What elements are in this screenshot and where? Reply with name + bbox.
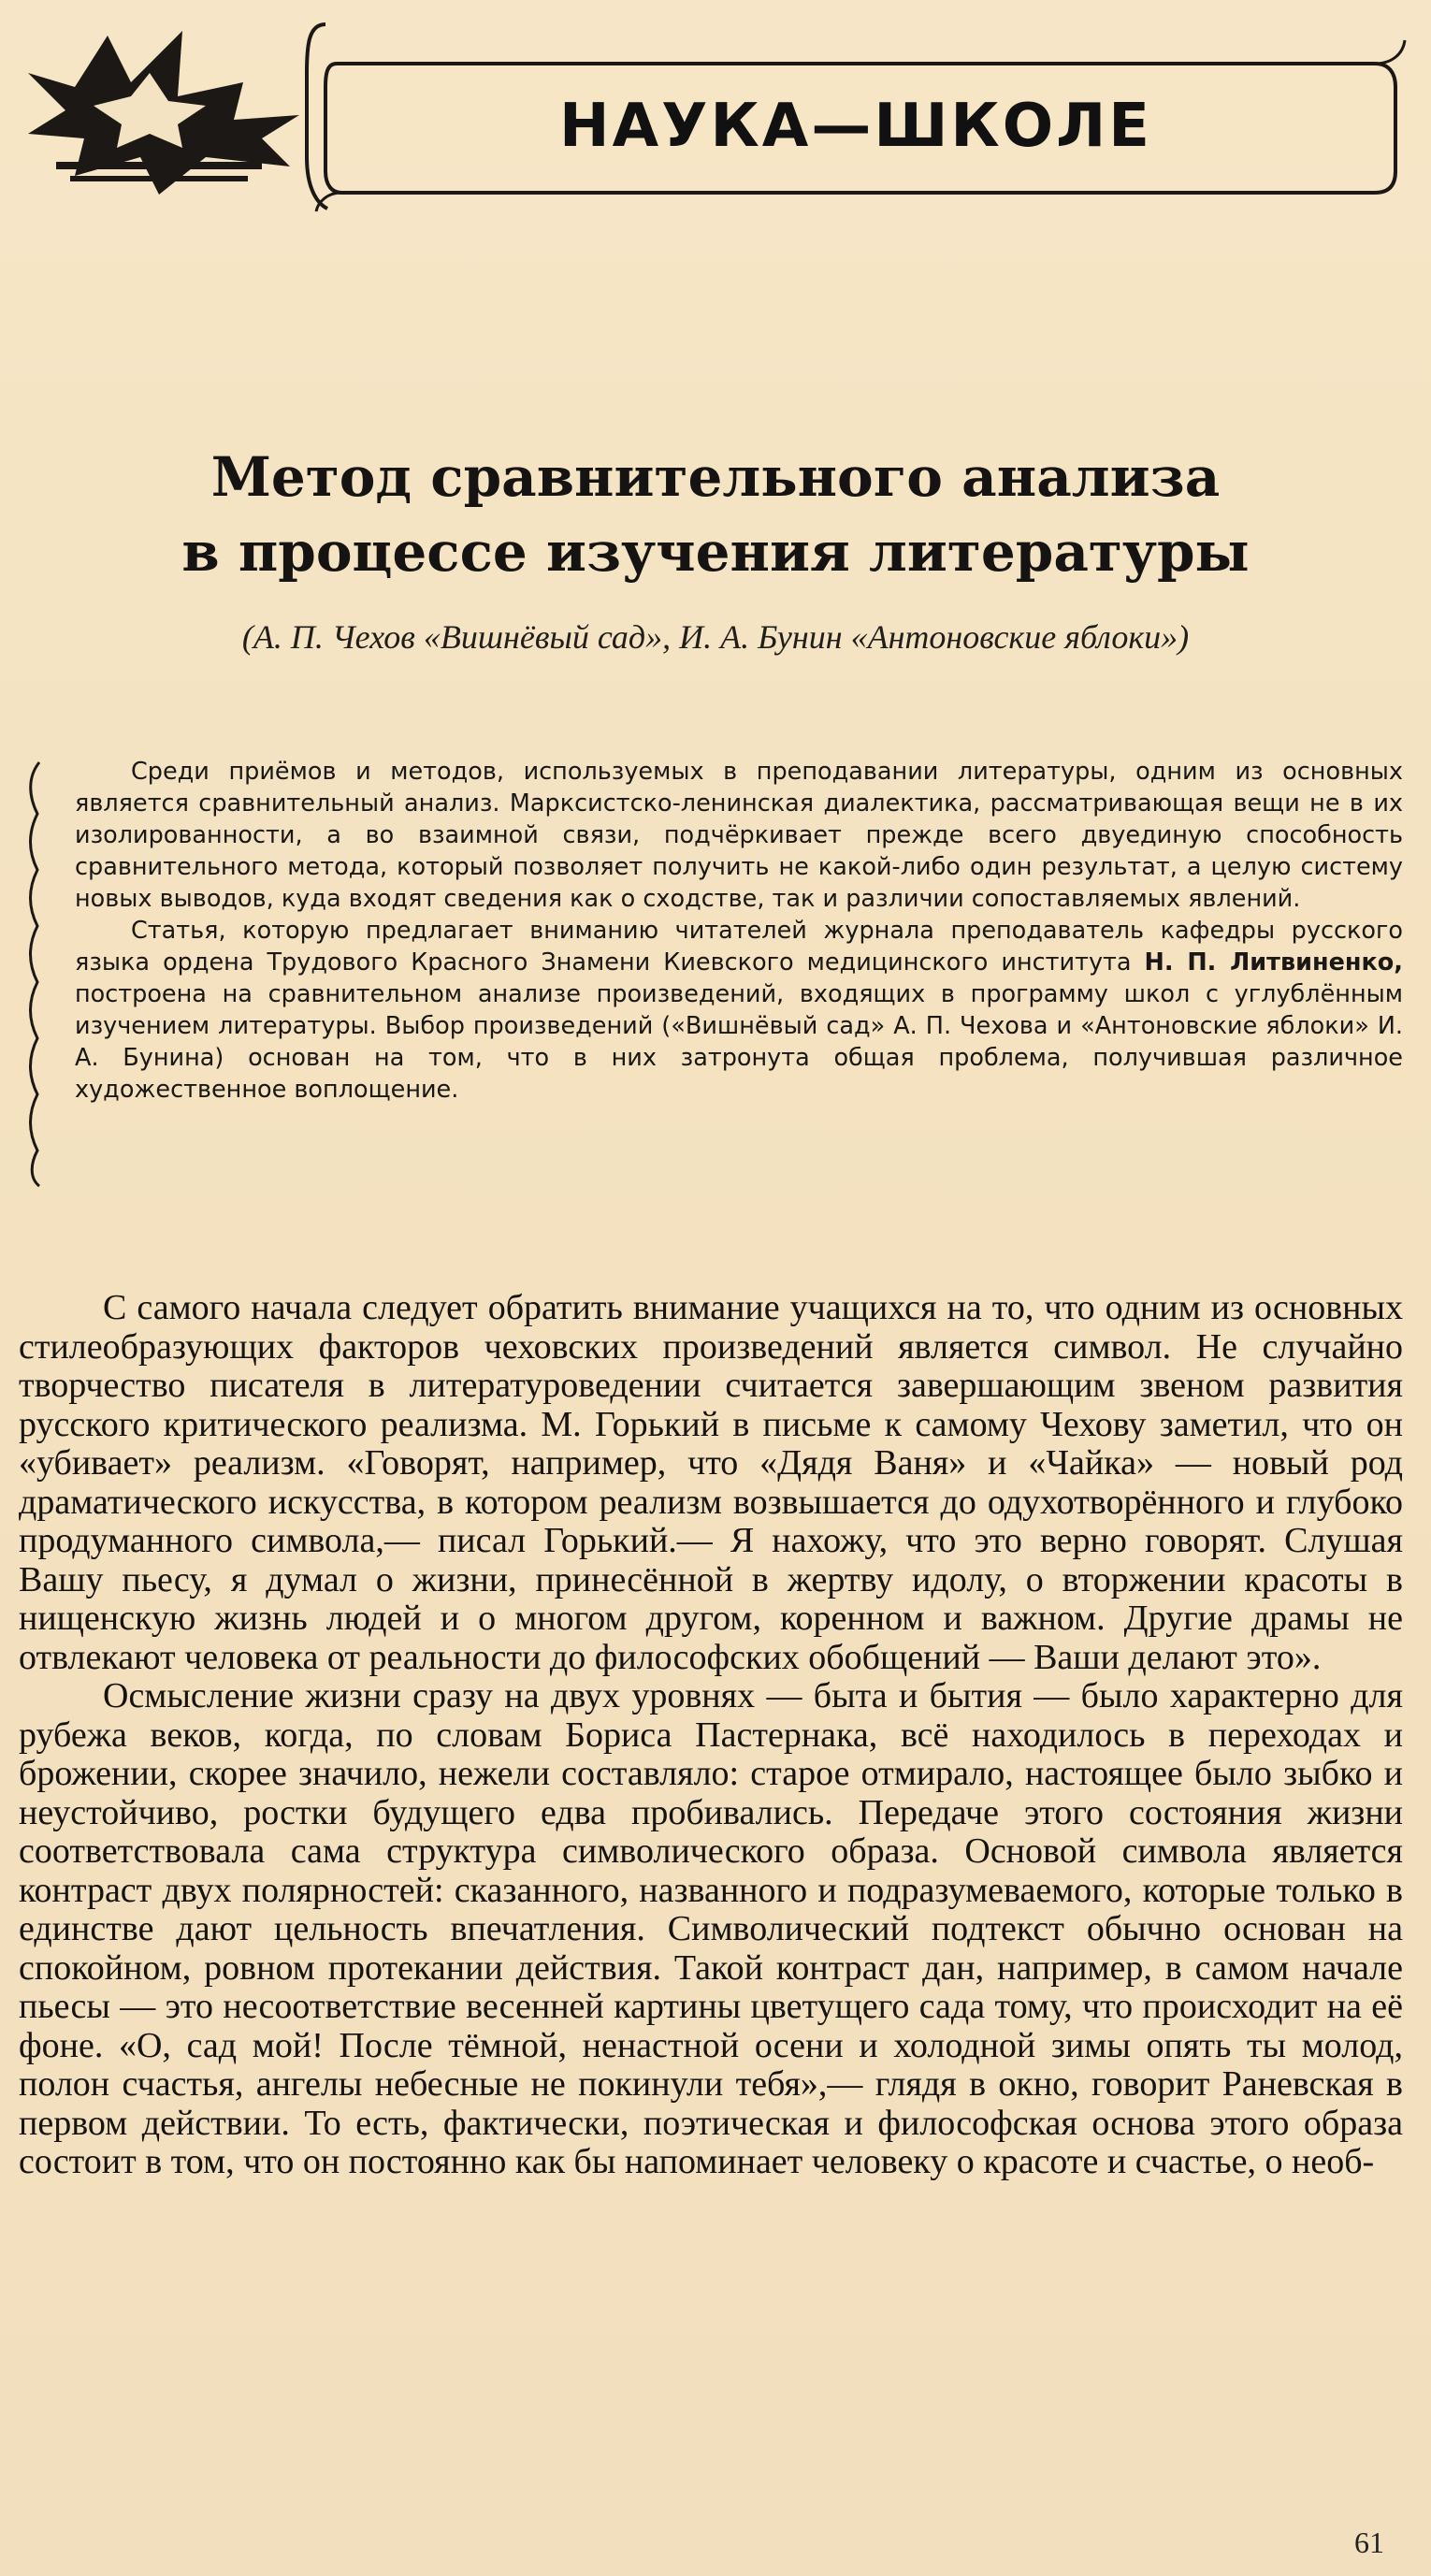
title-line-1: Метод сравнительного анализа bbox=[210, 445, 1221, 509]
starburst-logo-icon bbox=[19, 17, 318, 204]
body-paragraph-2: Осмысление жизни сразу на двух уровнях — быта и бытия — было характерно для рубежа веков, когда, по словам Бориса Пастернака, всё находилось в переходах и брожении, скорее значило, нежели составляло: старое отмирало, настоящее было зыбко и неустойчиво, ростки будущего едва пробивались. Передаче этого состояния жизни соответствовала сама структура символического образа. Основой символа является контраст двух полярностей: сказанного, названного и подразумеваемого, которые только в единстве дают цельность впечатления. Символический подтекст обычно основан на спокойном, ровном протекании действия. Такой контраст дан, например, в самом начале пьесы — это несоответствие весенней картины цветущего сада тому, что происходит на её фоне. «О, сад мой! После тёмной, ненастной осени и холодной зимы опять ты молод, полон счастья, ангелы небесные не покинули тебя»,— глядя в окно, говорит Раневская в первом действии. То есть, фактически, поэтическая и философская основа этого образа состоит в том, что он постоянно как бы напоминает человеку о красоте и счастье, о необ- bbox=[19, 1676, 1403, 2181]
author-name: Н. П. Литвиненко, bbox=[1144, 948, 1403, 977]
article-subtitle: (А. П. Чехов «Вишнёвый сад», И. А. Бунин «Антоновские яблоки») bbox=[241, 618, 1190, 656]
abstract-text-before-author: Статья, которую предлагает вниманию читателей журнала преподаватель кафедры русского языка ордена Трудового Красного Знамени Киевского медицинского института bbox=[75, 917, 1403, 977]
abstract-paragraph-1: Среди приёмов и методов, используемых в преподавании литературы, одним из основных является сравнительный анализ. Марксистско-ленинская диалектика, рассматривающая вещи не в их изолированности, а во взаимной связи, подчёркивает прежде всего двуединую способность сравнительного метода, который позволяет получить не какой-либо один результат, а целую систему новых выводов, куда входят сведения как о сходстве, так и различии сопоставляемых явлений. bbox=[75, 758, 1403, 913]
abstract-paragraph-2 bbox=[75, 915, 1403, 1106]
article-title bbox=[75, 440, 1356, 589]
body-paragraph-1: С самого начала следует обратить внимание учащихся на то, что одним из основных стилеобразующих факторов чеховских произведений является символ. Не случайно творчество писателя в литературоведении считается завершающим звеном развития русского критического реализма. М. Горький в письме к самому Чехову заметил, что он «убивает» реализм. «Говорят, например, что «Дядя Ваня» и «Чайка» — новый род драматического искусства, в котором реализм возвышается до одухотворённого и глубоко продуманного символа,— писал Горький.— Я нахожу, что это верно говорят. Слушая Вашу пьесу, я думал о жизни, принесённой в жертву идолу, о вторжении красоты в нищенскую жизнь людей и о многом другом, коренном и важном. Другие драмы не отвлекают человека от реальности до философских обобщений — Ваши делают это». bbox=[19, 1288, 1403, 1677]
abstract bbox=[75, 756, 1403, 1106]
page-number: 61 bbox=[1354, 2525, 1384, 2559]
article-body bbox=[19, 1289, 1403, 2182]
abstract-bracket bbox=[21, 758, 49, 1188]
abstract-text-after-author: построена на сравнительном анализе произведений, входящих в программу школ с углублённым изучением литературы. Выбор произведений («Вишнёвый сад» А. П. Чехова и «Антоновские яблоки» И. А. Бунина) основан на том, что в них затронута общая проблема, получившая различное художественное воплощение. bbox=[75, 980, 1403, 1104]
section-title: НАУКА—ШКОЛЕ bbox=[559, 92, 1152, 161]
title-line-2: в процессе изучения литературы bbox=[181, 520, 1250, 584]
section-header bbox=[19, 17, 1412, 215]
